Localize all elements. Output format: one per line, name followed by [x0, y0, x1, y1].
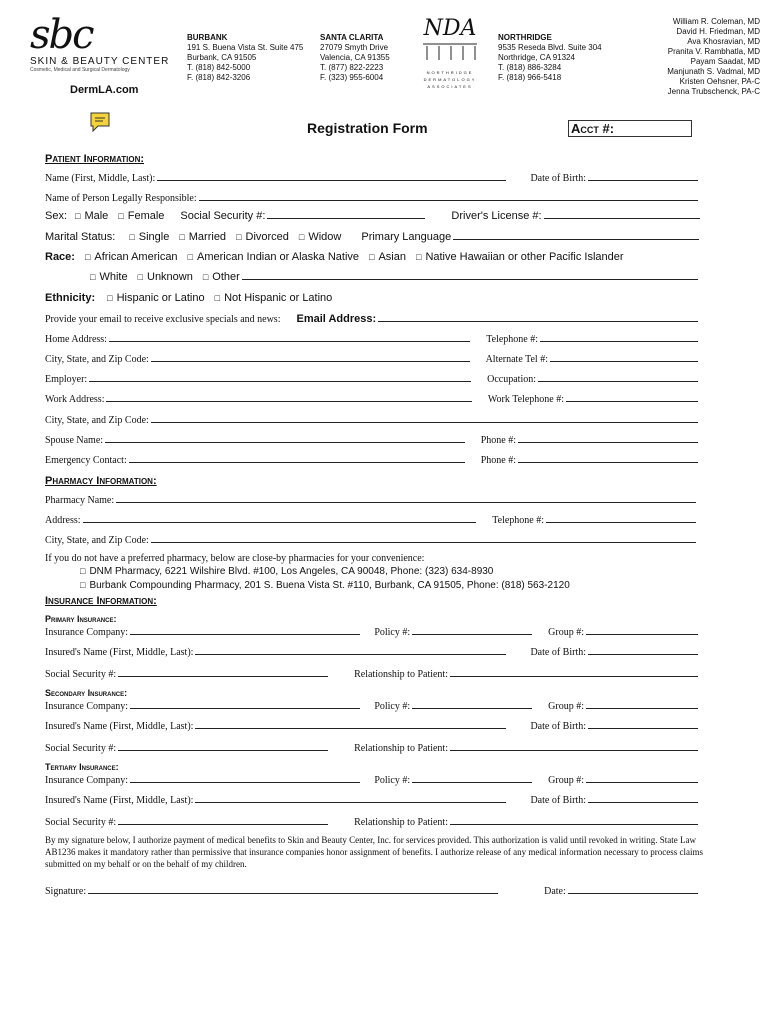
label: Sex:	[45, 210, 68, 222]
race-other-checkbox[interactable]: □ Other	[203, 271, 240, 283]
office-line2: Burbank, CA 91505	[187, 53, 257, 62]
emergency-input[interactable]	[129, 454, 465, 463]
hispanic-checkbox[interactable]: □ Hispanic or Latino	[107, 292, 205, 304]
insured-dob-input[interactable]	[588, 646, 698, 655]
office-fax: F. (818) 842-3206	[187, 73, 251, 82]
secondary-insurance	[45, 688, 700, 758]
pharmacy-name-row	[45, 494, 698, 506]
race-american-indian-checkbox[interactable]: □ American Indian or Alaska Native	[188, 251, 359, 263]
spouse-row	[45, 434, 700, 446]
doctor-name: Pranita V. Rambhatla, MD	[667, 47, 760, 56]
label: Social Security #:	[45, 817, 117, 828]
nda-logo	[420, 18, 480, 90]
section-title: Secondary Insurance:	[45, 688, 128, 698]
label: Phone #:	[480, 435, 516, 446]
office-phone: T. (818) 842-5000	[187, 63, 251, 72]
label: Social Security #:	[45, 743, 117, 754]
pharmacy-city-row	[45, 534, 698, 546]
label: Group #:	[548, 627, 584, 638]
email-input[interactable]	[378, 313, 698, 322]
label: Work Address:	[45, 394, 105, 405]
label: Alternate Tel #:	[485, 354, 548, 365]
doctor-name: Manjunath S. Vadmal, MD	[667, 67, 760, 76]
label: Date of Birth:	[530, 721, 586, 732]
office-santa-clarita	[320, 33, 390, 83]
relationship-input[interactable]	[450, 742, 698, 751]
office-line2: Valencia, CA 91355	[320, 53, 390, 62]
label: Address:	[45, 515, 81, 526]
race-row	[45, 251, 705, 263]
insured-row	[45, 720, 700, 732]
office-line1: 27079 Smyth Drive	[320, 43, 389, 52]
dob-input[interactable]	[588, 172, 698, 181]
label: Relationship to Patient:	[354, 817, 448, 828]
label: Home Address:	[45, 334, 107, 345]
office-line1: 9535 Reseda Blvd. Suite 304	[498, 43, 602, 52]
company-input[interactable]	[130, 700, 360, 709]
label: Social Security #:	[45, 669, 117, 680]
label: Telephone #:	[492, 515, 544, 526]
license-input[interactable]	[544, 210, 700, 219]
label: Date of Birth:	[530, 173, 586, 184]
home-input[interactable]	[109, 333, 470, 342]
pharmacy-heading: Pharmacy Information:	[45, 475, 157, 487]
email-row	[45, 313, 700, 325]
office-phone: T. (818) 886-3284	[498, 63, 562, 72]
married-checkbox[interactable]: □ Married	[179, 231, 226, 243]
policy-input[interactable]	[412, 626, 532, 635]
label: Insurance Company:	[45, 701, 129, 712]
insured-ssn-input[interactable]	[118, 816, 328, 825]
doctor-name: Jenna Trubschenck, PA-C	[667, 87, 760, 96]
doctor-list	[667, 17, 760, 97]
office-fax: F. (818) 966-5418	[498, 73, 562, 82]
race-white-checkbox[interactable]: □ White	[90, 271, 128, 283]
label: Date of Birth:	[530, 647, 586, 658]
label: Relationship to Patient:	[354, 669, 448, 680]
label: Occupation:	[487, 374, 536, 385]
label: Driver's License #:	[451, 210, 542, 222]
label: Telephone #:	[486, 334, 538, 345]
label: Provide your email to receive exclusive specials and news:	[45, 314, 281, 325]
insurance-heading: Insurance Information:	[45, 595, 157, 607]
label: Signature:	[45, 886, 87, 897]
ssn-input[interactable]	[267, 210, 425, 219]
single-checkbox[interactable]: □ Single	[129, 231, 169, 243]
label: Marital Status:	[45, 231, 116, 243]
responsible-row	[45, 192, 700, 204]
female-checkbox[interactable]: □ Female	[118, 210, 164, 222]
doctor-name: Payam Saadat, MD	[690, 57, 760, 66]
office-burbank	[187, 33, 303, 83]
divorced-checkbox[interactable]: □ Divorced	[236, 231, 289, 243]
label: Date of Birth:	[530, 795, 586, 806]
name-row	[45, 172, 700, 184]
label: City, State, and Zip Code:	[45, 354, 149, 365]
office-phone: T. (877) 822-2223	[320, 63, 384, 72]
office-name: SANTA CLARITA	[320, 33, 384, 42]
label: Emergency Contact:	[45, 455, 127, 466]
doctor-name: Ava Khosravian, MD	[687, 37, 760, 46]
sbc-logo	[30, 14, 169, 73]
label: Group #:	[548, 775, 584, 786]
responsible-input[interactable]	[199, 192, 698, 201]
acct-field[interactable]	[568, 120, 692, 137]
alt-tel-input[interactable]	[550, 353, 698, 362]
insured-dob-input[interactable]	[588, 794, 698, 803]
doctor-name: Kristen Oehsner, PA-C	[679, 77, 760, 86]
ssn-row	[45, 816, 700, 828]
primary-insurance	[45, 614, 700, 684]
label: Policy #:	[374, 775, 411, 786]
insured-row	[45, 794, 700, 806]
label: Primary Language	[361, 231, 452, 243]
nda-wordmark: NDA	[423, 16, 477, 41]
work-city-input[interactable]	[151, 414, 698, 423]
office-name: BURBANK	[187, 33, 228, 42]
group-input[interactable]	[586, 774, 698, 783]
group-input[interactable]	[586, 626, 698, 635]
race-row-2	[90, 271, 700, 283]
insured-input[interactable]	[195, 720, 506, 729]
nda-emblem-icon	[421, 40, 479, 64]
work-city-row	[45, 414, 700, 426]
city-input[interactable]	[151, 353, 470, 362]
emergency-phone-input[interactable]	[518, 454, 698, 463]
signature-input[interactable]	[88, 885, 498, 894]
label: Insured's Name (First, Middle, Last):	[45, 721, 194, 732]
insured-ssn-input[interactable]	[118, 668, 328, 677]
insured-row	[45, 646, 700, 658]
doctor-name: William R. Coleman, MD	[672, 17, 760, 26]
office-fax: F. (323) 955-6004	[320, 73, 384, 82]
employer-input[interactable]	[89, 373, 471, 382]
label: Ethnicity:	[45, 292, 96, 304]
company-input[interactable]	[130, 774, 360, 783]
label: Policy #:	[374, 701, 411, 712]
pharmacy-address-row	[45, 514, 698, 526]
pharmacy-note: If you do not have a preferred pharmacy, below are close-by pharmacies for your convenience:	[45, 553, 425, 564]
pharmacy-option-burbank[interactable]: □ Burbank Compounding Pharmacy, 201 S. Buena Vista St. #110, Burbank, CA 91505, Phone: (818) 563-2120	[80, 580, 570, 591]
office-name: NORTHRIDGE	[498, 33, 552, 42]
label: Name (First, Middle, Last):	[45, 173, 156, 184]
company-row	[45, 774, 700, 786]
race-asian-checkbox[interactable]: □ Asian	[369, 251, 406, 263]
ssn-row	[45, 668, 700, 680]
company-input[interactable]	[130, 626, 360, 635]
label: Pharmacy Name:	[45, 495, 115, 506]
insured-input[interactable]	[195, 794, 506, 803]
label: Email Address:	[296, 313, 377, 325]
insured-dob-input[interactable]	[588, 720, 698, 729]
policy-input[interactable]	[412, 700, 532, 709]
race-pacific-islander-checkbox[interactable]: □ Native Hawaiian or other Pacific Islander	[416, 251, 624, 263]
label: Date:	[544, 886, 566, 897]
label: City, State, and Zip Code:	[45, 415, 149, 426]
office-line2: Northridge, CA 91324	[498, 53, 575, 62]
race-african-american-checkbox[interactable]: □ African American	[85, 251, 178, 263]
city-row	[45, 353, 700, 365]
tertiary-insurance	[45, 762, 700, 832]
spouse-input[interactable]	[105, 434, 465, 443]
work-input[interactable]	[106, 393, 471, 402]
pharmacy-address-input[interactable]	[83, 514, 477, 523]
company-row	[45, 626, 700, 638]
employer-row	[45, 373, 700, 385]
group-input[interactable]	[586, 700, 698, 709]
policy-input[interactable]	[412, 774, 532, 783]
patient-heading: Patient Information:	[45, 153, 145, 165]
pharmacy-option-dnm[interactable]: □ DNM Pharmacy, 6221 Wilshire Blvd. #100, Los Angeles, CA 90048, Phone: (323) 634-8930	[80, 566, 493, 577]
ssn-row	[45, 742, 700, 754]
race-other-input[interactable]	[242, 271, 698, 280]
male-checkbox[interactable]: □ Male	[75, 210, 108, 222]
marital-row	[45, 231, 701, 243]
date-input[interactable]	[568, 885, 698, 894]
sex-row	[45, 210, 702, 222]
widow-checkbox[interactable]: □ Widow	[299, 231, 341, 243]
logo-mark: sbc	[30, 12, 93, 58]
section-title: Tertiary Insurance:	[45, 762, 119, 772]
label: Name of Person Legally Responsible:	[45, 193, 197, 204]
signature-row	[45, 885, 700, 897]
label: Insurance Company:	[45, 627, 129, 638]
label: Social Security #:	[180, 210, 266, 222]
label: Group #:	[548, 701, 584, 712]
label: Insurance Company:	[45, 775, 129, 786]
section-title: Primary Insurance:	[45, 614, 117, 624]
race-unknown-checkbox[interactable]: □ Unknown	[138, 271, 193, 283]
authorization-text: By my signature below, I authorize payment of medical benefits to Skin and Beauty Center, Inc. for services provided. This authorization is valid until revoked in writing. State Law AB1236 makes it mandatory rather than permissive that insurance companies honor assignment of benefits. I authorize release of any medical information necessary to process claims submitted on my behalf or on the behalf of my children.	[45, 835, 704, 869]
label: Work Telephone #:	[487, 394, 564, 405]
telephone-input[interactable]	[540, 333, 698, 342]
label: Spouse Name:	[45, 435, 104, 446]
website[interactable]: DermLA.com	[70, 84, 139, 96]
pharmacy-name-input[interactable]	[116, 494, 696, 503]
pharmacy-city-input[interactable]	[151, 534, 696, 543]
comment-icon	[88, 110, 112, 139]
emergency-row	[45, 454, 700, 466]
work-tel-input[interactable]	[566, 393, 698, 402]
name-input[interactable]	[157, 172, 506, 181]
relationship-input[interactable]	[450, 668, 698, 677]
occupation-input[interactable]	[538, 373, 698, 382]
label: Employer:	[45, 374, 88, 385]
ethnicity-row	[45, 292, 332, 304]
label: Relationship to Patient:	[354, 743, 448, 754]
logo-tagline: Cosmetic, Medical and Surgical Dermatology	[30, 67, 130, 73]
not-hispanic-checkbox[interactable]: □ Not Hispanic or Latino	[215, 292, 333, 304]
language-input[interactable]	[453, 231, 699, 240]
relationship-input[interactable]	[450, 816, 698, 825]
work-row	[45, 393, 700, 405]
label: Race:	[45, 251, 75, 263]
nda-subtitle: NORTHRIDGE DERMATOLOGY ASSOCIATES	[423, 70, 477, 89]
label: Policy #:	[374, 627, 411, 638]
page-title: Registration Form	[307, 120, 428, 136]
label: Insured's Name (First, Middle, Last):	[45, 795, 194, 806]
logo-name: SKIN & BEAUTY CENTER	[30, 56, 170, 67]
spouse-phone-input[interactable]	[518, 434, 698, 443]
home-row	[45, 333, 700, 345]
label: Phone #:	[480, 455, 516, 466]
insured-ssn-input[interactable]	[118, 742, 328, 751]
company-row	[45, 700, 700, 712]
acct-label: Acct #:	[571, 121, 615, 136]
office-line1: 191 S. Buena Vista St. Suite 475	[187, 43, 304, 52]
doctor-name: David H. Friedman, MD	[676, 27, 760, 36]
insured-input[interactable]	[195, 646, 506, 655]
pharmacy-telephone-input[interactable]	[546, 514, 696, 523]
label: Insured's Name (First, Middle, Last):	[45, 647, 194, 658]
office-northridge	[498, 33, 602, 83]
label: City, State, and Zip Code:	[45, 535, 149, 546]
